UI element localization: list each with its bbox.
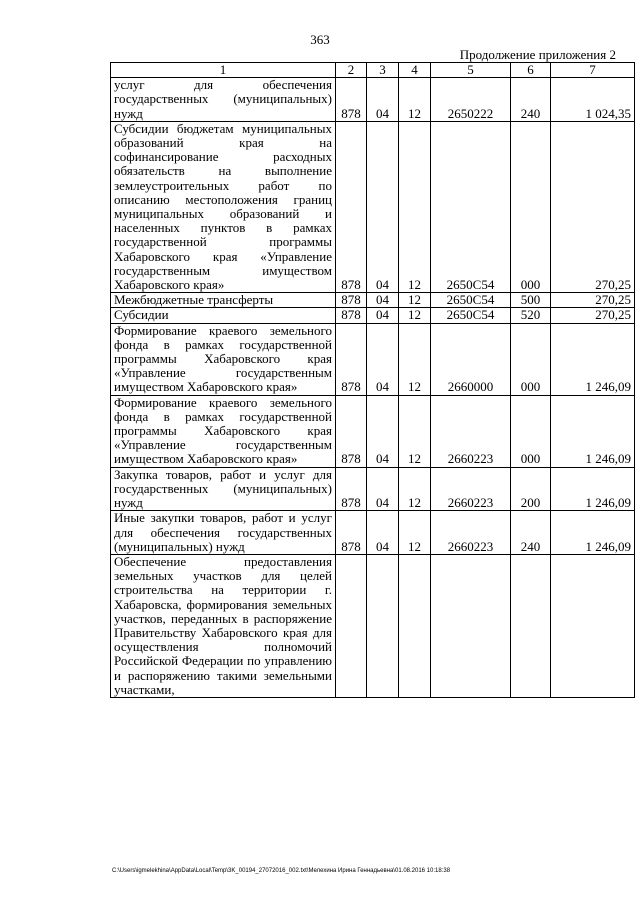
section-code-cell: 04 xyxy=(367,293,399,308)
row-name-cell: Субсидии бюджетам муниципальных образований края на софинансирование расходных обязательств на выполнение землеустроительных работ по описанию местоположения границ муниципальных образований и населенных пунктов в рамках государственной программы Хабаровского края «Управление государственным имуществом Хабаровского края» xyxy=(111,121,336,292)
column-header: 5 xyxy=(431,63,511,78)
subsection-code-cell: 12 xyxy=(399,308,431,323)
section-code-cell: 04 xyxy=(367,308,399,323)
grbs-code-cell: 878 xyxy=(336,78,367,122)
column-header: 7 xyxy=(551,63,635,78)
grbs-code-cell: 878 xyxy=(336,293,367,308)
section-code-cell: 04 xyxy=(367,78,399,122)
amount-cell: 1 024,35 xyxy=(551,78,635,122)
table-row xyxy=(111,395,635,467)
row-name-cell: Обеспечение предоставления земельных участков для целей строительства на территории г. Хабаровска, формирования земельных участков, переданных в распоряжение Правительству Хабаровского края для осуществления полномочий Российской Федерации по управлению и распоряжению такими земельными участками, xyxy=(111,554,336,697)
expense-type-code-cell: 200 xyxy=(511,467,551,511)
subsection-code-cell: 12 xyxy=(399,323,431,395)
section-code-cell: 04 xyxy=(367,395,399,467)
table-row xyxy=(111,467,635,511)
column-header: 2 xyxy=(336,63,367,78)
target-article-code-cell: 2650С54 xyxy=(431,293,511,308)
column-header: 3 xyxy=(367,63,399,78)
page-number: 363 xyxy=(310,32,330,47)
grbs-code-cell: 878 xyxy=(336,121,367,292)
expense-type-code-cell: 500 xyxy=(511,293,551,308)
subsection-code-cell: 12 xyxy=(399,293,431,308)
table-row xyxy=(111,308,635,323)
row-name-cell: Формирование краевого земельного фонда в рамках государственной программы Хабаровского края «Управление государственным имуществом Хабаровского края» xyxy=(111,323,336,395)
row-name-cell: Формирование краевого земельного фонда в рамках государственной программы Хабаровского края «Управление государственным имуществом Хабаровского края» xyxy=(111,395,336,467)
subsection-code-cell: 12 xyxy=(399,511,431,555)
amount-cell: 270,25 xyxy=(551,121,635,292)
expense-type-code-cell: 240 xyxy=(511,511,551,555)
section-code-cell: 04 xyxy=(367,323,399,395)
amount-cell: 270,25 xyxy=(551,308,635,323)
target-article-code-cell xyxy=(431,554,511,697)
expense-type-code-cell xyxy=(511,554,551,697)
table-row xyxy=(111,554,635,697)
column-header: 4 xyxy=(399,63,431,78)
amount-cell: 1 246,09 xyxy=(551,467,635,511)
target-article-code-cell: 2660000 xyxy=(431,323,511,395)
column-header-row xyxy=(111,63,635,78)
amount-cell: 270,25 xyxy=(551,293,635,308)
expense-type-code-cell: 520 xyxy=(511,308,551,323)
subsection-code-cell: 12 xyxy=(399,467,431,511)
expense-type-code-cell: 000 xyxy=(511,323,551,395)
amount-cell xyxy=(551,554,635,697)
grbs-code-cell: 878 xyxy=(336,467,367,511)
table-row xyxy=(111,121,635,292)
table-row xyxy=(111,323,635,395)
table-row xyxy=(111,293,635,308)
table-row xyxy=(111,511,635,555)
target-article-code-cell: 2660223 xyxy=(431,395,511,467)
column-header: 6 xyxy=(511,63,551,78)
target-article-code-cell: 2660223 xyxy=(431,511,511,555)
subsection-code-cell: 12 xyxy=(399,78,431,122)
section-code-cell: 04 xyxy=(367,511,399,555)
subsection-code-cell: 12 xyxy=(399,395,431,467)
continuation-label: Продолжение приложения 2 xyxy=(459,47,616,62)
amount-cell: 1 246,09 xyxy=(551,395,635,467)
column-header: 1 xyxy=(111,63,336,78)
target-article-code-cell: 2650С54 xyxy=(431,121,511,292)
section-code-cell: 04 xyxy=(367,121,399,292)
table-row xyxy=(111,78,635,122)
grbs-code-cell: 878 xyxy=(336,511,367,555)
section-code-cell: 04 xyxy=(367,467,399,511)
expense-type-code-cell: 000 xyxy=(511,121,551,292)
grbs-code-cell: 878 xyxy=(336,308,367,323)
target-article-code-cell: 2650222 xyxy=(431,78,511,122)
row-name-cell: Закупка товаров, работ и услуг для государственных (муниципальных) нужд xyxy=(111,467,336,511)
row-name-cell: Субсидии xyxy=(111,308,336,323)
footer-file-path: C:\Users\igmelekhina\AppData\Local\Temp\3K_00194_27072016_002.txt\Мелехина Ирина Геннадьевна\01.08.2016 10:18:38 xyxy=(112,868,451,874)
section-code-cell xyxy=(367,554,399,697)
grbs-code-cell xyxy=(336,554,367,697)
subsection-code-cell: 12 xyxy=(399,121,431,292)
row-name-cell: Межбюджетные трансферты xyxy=(111,293,336,308)
grbs-code-cell: 878 xyxy=(336,323,367,395)
row-name-cell: услуг для обеспечения государственных (муниципальных) нужд xyxy=(111,78,336,122)
target-article-code-cell: 2660223 xyxy=(431,467,511,511)
subsection-code-cell xyxy=(399,554,431,697)
budget-table xyxy=(110,62,635,698)
expense-type-code-cell: 240 xyxy=(511,78,551,122)
row-name-cell: Иные закупки товаров, работ и услуг для обеспечения государственных (муниципальных) нужд xyxy=(111,511,336,555)
grbs-code-cell: 878 xyxy=(336,395,367,467)
amount-cell: 1 246,09 xyxy=(551,323,635,395)
expense-type-code-cell: 000 xyxy=(511,395,551,467)
target-article-code-cell: 2650С54 xyxy=(431,308,511,323)
amount-cell: 1 246,09 xyxy=(551,511,635,555)
